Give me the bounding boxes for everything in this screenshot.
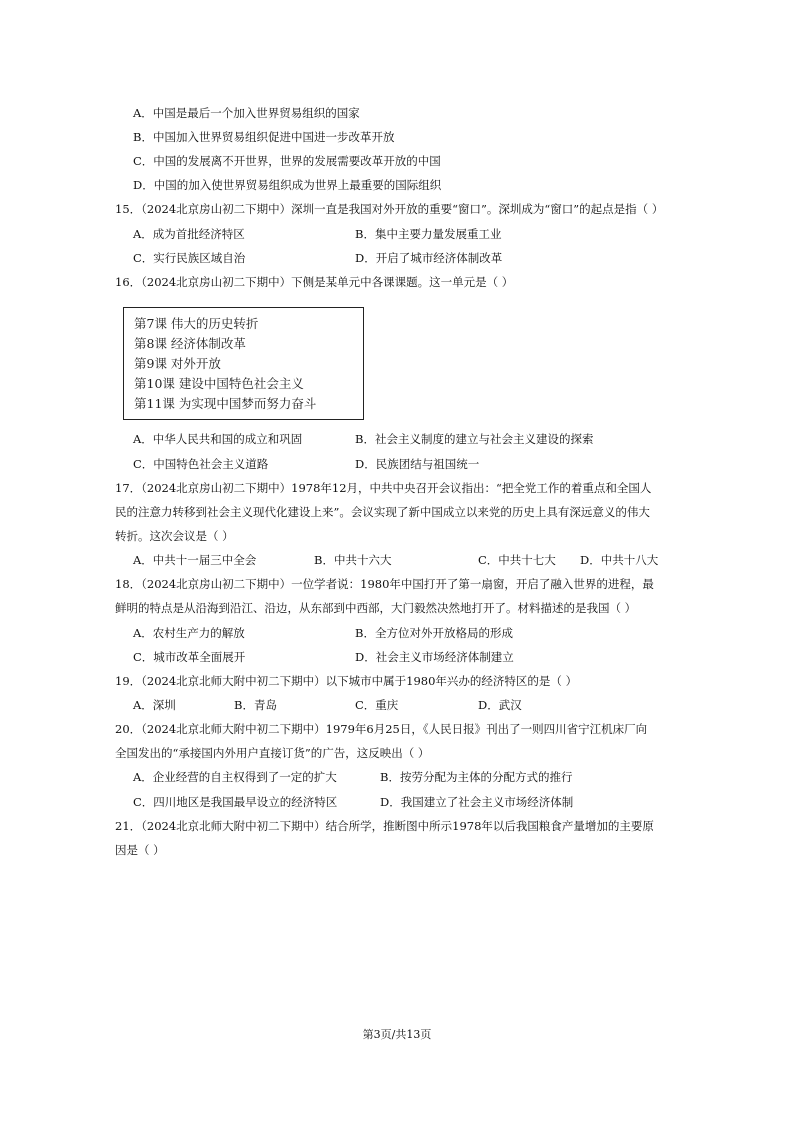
q18-option-c: C．城市改革全面展开 [133,650,246,664]
q18-stem-line-1: 18．（2024北京房山初二下期中）一位学者说：1980年中国打开了第一扇窗，开启了融入世界的进程，最 [115,577,654,591]
q21-stem-line-2: 因是（ ） [115,843,165,857]
q19-option-a: A．深圳 [133,698,176,712]
lesson-title-11: 第11课 为实现中国梦而努力奋斗 [134,396,317,411]
q15-option-c: C．实行民族区域自治 [133,251,246,265]
q15-stem: 15．（2024北京房山初二下期中）深圳一直是我国对外开放的重要“窗口”。深圳成为“窗口”的起点是指（ ） [115,202,664,216]
q18-option-a: A．农村生产力的解放 [133,626,245,640]
q18-option-d: D．社会主义市场经济体制建立 [355,650,514,664]
q16-option-d: D．民族团结与祖国统一 [355,457,480,471]
q16-stem: 16．（2024北京房山初二下期中）下侧是某单元中各课课题。这一单元是（ ） [115,275,514,289]
q18-option-b: B．全方位对外开放格局的形成 [355,626,513,640]
q16-option-c: C．中国特色社会主义道路 [133,457,269,471]
q17-option-d: D．中共十八大 [580,553,659,567]
q17-option-c: C．中共十七大 [478,553,556,567]
q18-stem-line-2: 鲜明的特点是从沿海到沿江、沿边，从东部到中西部，大门毅然决然地打开了。材料描述的是我国（ ） [115,601,637,615]
q20-option-c: C．四川地区是我国最早设立的经济特区 [133,795,338,809]
q19-option-b: B．青岛 [234,698,277,712]
q14-option-d: D．中国的加入使世界贸易组织成为世界上最重要的国际组织 [133,178,442,192]
q17-option-a: A．中共十一届三中全会 [133,553,257,567]
q15-option-b: B．集中主要力量发展重工业 [355,227,502,241]
lesson-title-box [123,307,364,420]
q17-stem-line-2: 民的注意力转移到社会主义现代化建设上来”。会议实现了新中国成立以来党的历史上具有深远意义的伟大 [115,505,650,519]
q19-option-c: C．重庆 [355,698,399,712]
q15-option-d: D．开启了城市经济体制改革 [355,251,503,265]
q21-stem-line-1: 21．（2024北京北师大附中初二下期中）结合所学，推断图中所示1978年以后我国粮食产量增加的主要原 [115,819,654,833]
q15-option-a: A．成为首批经济特区 [133,227,245,241]
q20-option-b: B．按劳分配为主体的分配方式的推行 [380,770,573,784]
lesson-title-9: 第9课 对外开放 [134,356,221,371]
q20-stem-line-2: 全国发出的“承接国内外用户直接订货”的广告，这反映出（ ） [115,746,430,760]
q17-option-b: B．中共十六大 [314,553,392,567]
lesson-title-8: 第8课 经济体制改革 [134,336,246,351]
page-footer: 第3页/共13页 [362,1028,432,1041]
q17-stem-line-1: 17．（2024北京房山初二下期中）1978年12月，中共中央召开会议指出：“把全党工作的着重点和全国人 [115,481,652,495]
q14-option-a: A．中国是最后一个加入世界贸易组织的国家 [133,106,360,120]
lesson-title-10: 第10课 建设中国特色社会主义 [134,376,304,391]
q20-option-a: A．企业经营的自主权得到了一定的扩大 [133,770,337,784]
lesson-title-7: 第7课 伟大的历史转折 [134,316,259,331]
q19-option-d: D．武汉 [478,698,522,712]
q14-option-b: B．中国加入世界贸易组织促进中国进一步改革开放 [133,130,395,144]
q14-option-c: C．中国的发展离不开世界，世界的发展需要改革开放的中国 [133,154,441,168]
q16-option-a: A．中华人民共和国的成立和巩固 [133,432,303,446]
q20-stem-line-1: 20．（2024北京北师大附中初二下期中）1979年6月25日，《人民日报》刊出了一则四川省宁江机床厂向 [115,722,648,736]
q17-stem-line-3: 转折。这次会议是（ ） [115,529,234,543]
q19-stem: 19．（2024北京北师大附中初二下期中）以下城市中属于1980年兴办的经济特区的是（ ） [115,674,578,688]
q16-option-b: B．社会主义制度的建立与社会主义建设的探索 [355,432,594,446]
q20-option-d: D．我国建立了社会主义市场经济体制 [380,795,574,809]
